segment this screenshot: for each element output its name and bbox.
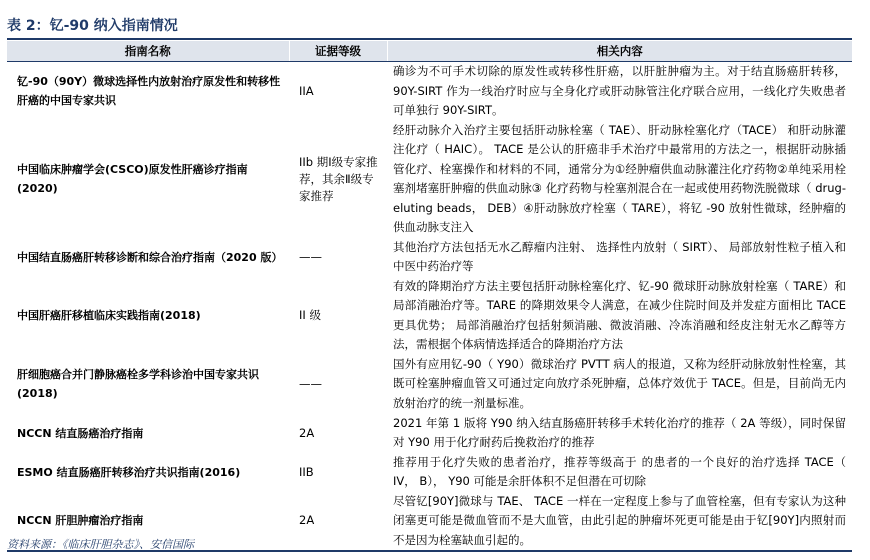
- related-content: 确诊为不可手术切除的原发性或转移性肝癌，以肝脏肿瘤为主。对于结直肠癌肝转移，90Y-SIRT 作为一线治疗时应与全身化疗或肝动脉管注化疗联合应用，一线化疗失败患者可单独行 90Y-SIRT。: [393, 64, 846, 117]
- header-row: [7, 41, 852, 62]
- guideline-name: 中国肝癌肝移植临床实践指南(2018): [17, 309, 201, 322]
- evidence-level: II 级: [299, 308, 321, 322]
- evidence-level: ——: [299, 376, 322, 391]
- table-row: [7, 277, 852, 355]
- table-title: 表 2：钇-90 纳入指南情况: [7, 18, 178, 34]
- table-row: [7, 355, 852, 414]
- related-content: 尽管钇[90Y]微球与 TAE、 TACE 一样在一定程度上参与了血管栓塞，但有专家认为这种闭塞更可能是微血管而不是大血管，由此引起的肿瘤坏死更可能是由于钇[90Y]内照射而不是因为栓塞缺血引起的。: [387, 492, 852, 552]
- guideline-name: 中国临床肿瘤学会(CSCO)原发性肝癌诊疗指南(2020): [17, 163, 248, 195]
- related-content: 经肝动脉介入治疗主要包括肝动脉栓塞（ TAE）、肝动脉栓塞化疗（TACE） 和肝动脉灌注化疗（ HAIC）。 TACE 是公认的肝癌非手术治疗中最常用的方法之一，根据肝动脉插管化疗、栓塞操作和材料的不同，通常分为①经肿瘤供血动脉灌注化疗药物②单纯采用栓塞剂堵塞肝肿瘤的供血动脉③ 化疗药物与栓塞剂混合在一起或使用药物洗脱微球（ drug-eluting beads， DEB）④肝动脉放疗栓塞（ TARE），将钇 -90 放射性微球，经肿瘤的供血动脉支注入: [393, 122, 846, 234]
- column-header-content: 相关内容: [387, 41, 852, 62]
- column-header-guideline: 指南名称: [7, 41, 289, 62]
- evidence-level: IIA: [299, 83, 314, 98]
- table-row: [7, 62, 852, 121]
- title-rule: [7, 38, 852, 40]
- source-note: 资料来源：《临床肝胆杂志》、安信国际: [7, 538, 194, 551]
- related-content: 推荐用于化疗失败的患者治疗，推荐等级高于 的患者的一个良好的治疗选择 TACE（ IV， B）， Y90 可能是余肝体积不足但潜在可切除: [393, 454, 846, 488]
- related-content: 2021 年第 1 版将 Y90 纳入结直肠癌肝转移手术转化治疗的推荐（ 2A 等级），同时保留对 Y90 用于化疗耐药后挽救治疗的推荐: [393, 415, 846, 449]
- evidence-level: IIB: [299, 464, 314, 479]
- guideline-name: ESMO 结直肠癌肝转移治疗共识指南(2016): [17, 465, 241, 479]
- table-row: [7, 414, 852, 453]
- table-row: [7, 238, 852, 277]
- guideline-name: 肝细胞癌合并门静脉癌栓多学科诊治中国专家共识(2018): [17, 368, 259, 400]
- guideline-name: NCCN 肝胆肿瘤治疗指南: [7, 492, 289, 552]
- column-header-evidence: 证据等级: [289, 41, 387, 62]
- table-row: [7, 453, 852, 492]
- related-content: 有效的降期治疗方法主要包括肝动脉栓塞化疗、钇-90 微球肝动脉放射栓塞（ TARE）和局部消融治疗等。TARE 的降期效果令人满意，在减少住院时间及并发症方面相比 TACE 更具优势； 局部消融治疗包括射频消融、微波消融、冷冻消融和经皮注射无水乙醇等方法，需根据个体病情选择适合的降期治疗方法: [393, 278, 846, 351]
- guideline-table: [7, 41, 852, 552]
- table-row: [7, 121, 852, 238]
- evidence-level: 2A: [289, 492, 387, 552]
- guideline-name: 钇-90（90Y）微球选择性内放射治疗原发性和转移性肝癌的中国专家共识: [17, 75, 281, 108]
- evidence-level: 2A: [299, 425, 315, 440]
- evidence-level: ——: [299, 249, 322, 264]
- guideline-name: 中国结直肠癌肝转移诊断和综合治疗指南（2020 版）: [17, 250, 283, 264]
- related-content: 国外有应用钇-90（ Y90）微球治疗 PVTT 病人的报道，又称为经肝动脉放射性栓塞，其既可栓塞肿瘤血管又可通过定向放疗杀死肿瘤，总体疗效优于 TACE。但是，目前尚无内放射治疗的统一剂量标准。: [393, 356, 846, 410]
- related-content: 其他治疗方法包括无水乙醇瘤内注射、 选择性内放射（ SIRT）、 局部放射性粒子植入和中医中药治疗等: [393, 239, 846, 273]
- guideline-name: NCCN 结直肠癌治疗指南: [17, 426, 144, 440]
- evidence-level: IIb 期Ⅰ级专家推荐，其余Ⅱ级专家推荐: [299, 154, 378, 203]
